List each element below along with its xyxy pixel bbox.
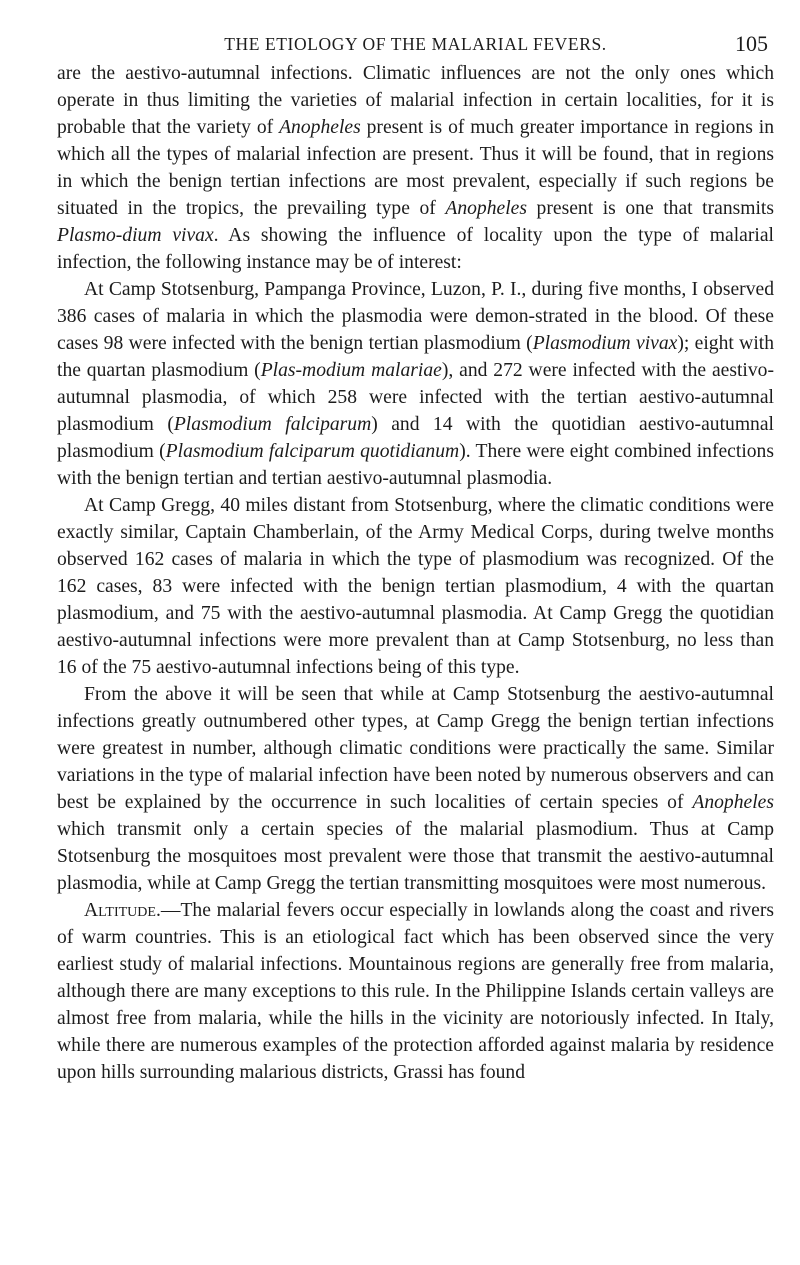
page-header xyxy=(57,0,774,58)
text-run: From the above it will be seen that while at Camp Stotsenburg the aestivo-autumnal infections greatly outnumbered other types, at Camp Gregg the benign tertian infections were greatest in number, although climatic conditions were practically the same. Similar variations in the type of malarial infection have been noted by numerous observers and can best be explained by the occurrence in such localities of certain species of xyxy=(57,684,774,813)
text-run: ). There were eight combined infections with the benign tertian and tertian aestivo-autumnal plasmodia. xyxy=(57,441,774,489)
italic-term: Plasmodium vivax xyxy=(532,333,678,354)
page-number: 105 xyxy=(735,31,768,56)
italic-term: Plasmo-dium vivax xyxy=(57,225,214,246)
text-run: At Camp Stotsenburg, Pampanga Province, Luzon, P. I., during five months, I observed 386 cases of malaria in which the plasmodia were demon-strated in the blood. Of these cases 98 were infected with the benign tertian plasmodium ( xyxy=(57,279,774,354)
text-run: ); eight with the quartan plasmodium ( xyxy=(57,333,775,381)
text-run: are the aestivo-autumnal infections. Climatic influences are not the only ones which operate in thus limiting the varieties of malarial infection in certain localities, for it is probable that the variety of xyxy=(57,63,774,138)
section-heading: Altitude. xyxy=(84,900,161,921)
text-run: which transmit only a certain species of the malarial plasmodium. Thus at Camp Stotsenburg the mosquitoes most prevalent were those that transmit the aestivo-autumnal plasmodia, while at Camp Gregg the tertian transmitting mosquitoes were most numerous. xyxy=(57,819,774,894)
paragraph xyxy=(57,897,774,1086)
text-run: present is one that transmits xyxy=(526,198,775,219)
italic-term: Plasmodium falciparum xyxy=(173,414,372,435)
paragraph xyxy=(57,492,774,681)
paragraph xyxy=(57,276,774,492)
text-run: present is of much greater importance in regions in which all the types of malarial infection are present. Thus it will be found, that in regions in which the benign tertian infections are most prevalent, especially if such regions be situated in the tropics, the prevailing type of xyxy=(57,117,774,219)
paragraph xyxy=(57,681,774,897)
italic-term: Anopheles xyxy=(279,117,361,138)
running-head: THE ETIOLOGY OF THE MALARIAL FEVERS. xyxy=(224,34,607,54)
text-run: At Camp Gregg, 40 miles distant from Stotsenburg, where the climatic conditions were exactly similar, Captain Chamberlain, of the Army Medical Corps, during twelve months observed 162 cases of malaria in which the type of plasmodium was recognized. Of the 162 cases, 83 were infected with the benign tertian plasmodium, 4 with the quartan plasmodium, and 75 with the aestivo-autumnal plasmodia. At Camp Gregg the quotidian aestivo-autumnal infections were more prevalent than at Camp Stotsenburg, no less than 16 of the 75 aestivo-autumnal infections being of this type. xyxy=(57,495,774,678)
text-run: . As showing the influence of locality upon the type of malarial infection, the following instance may be of interest: xyxy=(57,225,774,273)
paragraph xyxy=(57,60,774,276)
italic-term: Plasmodium falciparum quotidianum xyxy=(165,441,460,462)
italic-term: Plas-modium malariae xyxy=(260,360,442,381)
text-run: ), and 272 were infected with the aestivo-autumnal plasmodia, of which 258 were infected with the tertian aestivo-autumnal plasmodium ( xyxy=(57,360,774,435)
text-run: —The malarial fevers occur especially in lowlands along the coast and rivers of warm countries. This is an etiological fact which has been observed since the very earliest study of malarial infections. Mountainous regions are generally free from malaria, although there are many exceptions to this rule. In the Philippine Islands certain valleys are almost free from malaria, while the hills in the vicinity are notoriously infected. In Italy, while there are numerous examples of the protection afforded against malaria by residence upon hills surrounding malarious districts, Grassi has found xyxy=(57,900,774,1083)
text-run: ) and 14 with the quotidian aestivo-autumnal plasmodium ( xyxy=(57,414,774,462)
body-text xyxy=(57,58,774,1086)
italic-term: Anopheles xyxy=(445,198,527,219)
italic-term: Anopheles xyxy=(692,792,774,813)
